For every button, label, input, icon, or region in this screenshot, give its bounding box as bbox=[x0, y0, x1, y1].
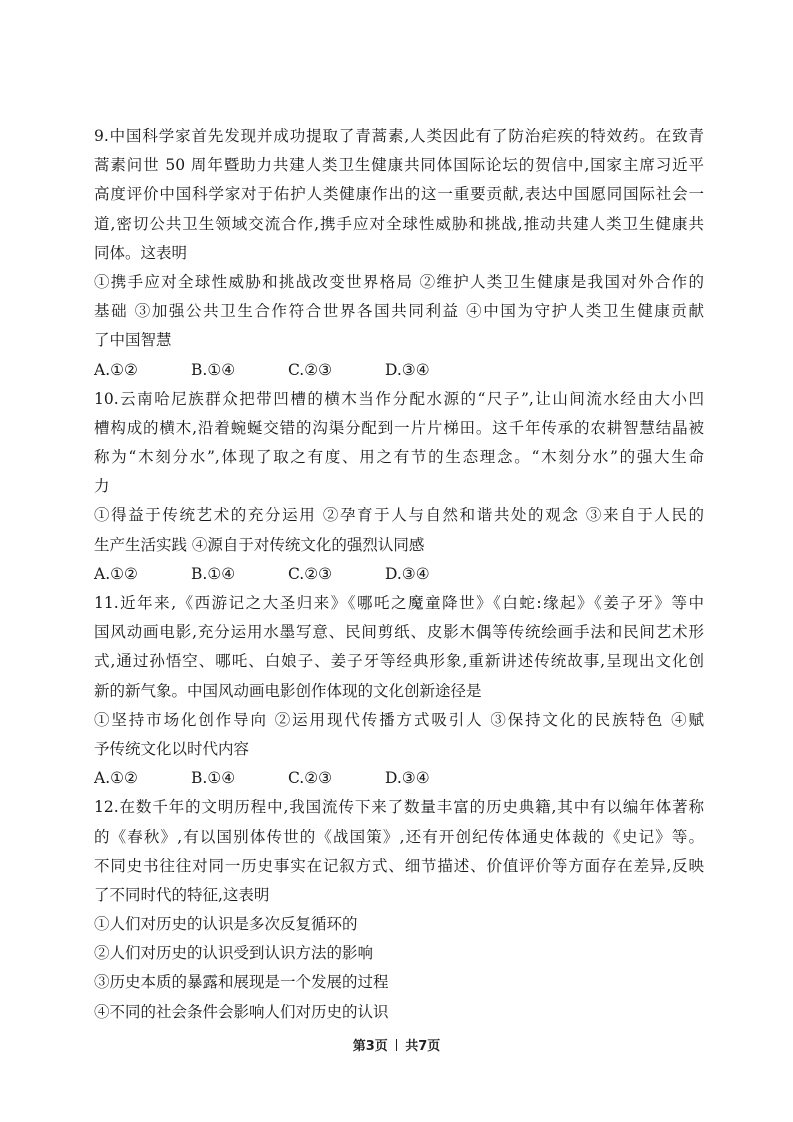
option-d[interactable]: D.③④ bbox=[385, 564, 430, 583]
option-a[interactable]: A.①② bbox=[94, 564, 138, 583]
question-12-statement: ②人们对历史的认识受到认识方法的影响 bbox=[94, 944, 374, 963]
question-9-line: 蒿素问世 50 周年暨助力共建人类卫生健康共同体国际论坛的贺信中,国家主席习近平 bbox=[94, 156, 704, 175]
option-c[interactable]: C.②③ bbox=[288, 360, 333, 379]
question-10-statement-line: 生产生活实践 ④源自于对传统文化的强烈认同感 bbox=[94, 535, 425, 554]
question-9-line: 9.中国科学家首先发现并成功提取了青蒿素,人类因此有了防治疟疾的特效药。在致青 bbox=[94, 127, 704, 145]
question-10 bbox=[94, 385, 704, 589]
page-footer bbox=[0, 1035, 793, 1054]
question-9-line: 高度评价中国科学家对于佑护人类健康作出的这一重要贡献,表达中国愿同国际社会一 bbox=[94, 185, 704, 204]
question-11-line: 式,通过孙悟空、哪吒、白娘子、姜子牙等经典形象,重新讲述传统故事,呈现出文化创 bbox=[94, 652, 704, 671]
question-9-line: 同体。这表明 bbox=[94, 243, 188, 262]
option-b[interactable]: B.①④ bbox=[191, 769, 236, 788]
question-10-line: 10.云南哈尼族群众把带凹槽的横木当作分配水源的“尺子”,让山间流水经由大小凹 bbox=[94, 389, 704, 408]
question-11-line: 国风动画电影,充分运用水墨写意、民间剪纸、皮影木偶等传统绘画手法和民间艺术形 bbox=[94, 623, 704, 642]
option-b[interactable]: B.①④ bbox=[191, 564, 236, 583]
option-a[interactable]: A.①② bbox=[94, 360, 138, 379]
question-12-statement: ①人们对历史的认识是多次反复循环的 bbox=[94, 915, 358, 934]
question-11-line: 新的新气象。中国风动画电影创作体现的文化创新途径是 bbox=[94, 681, 482, 700]
question-12-line: 的《春秋》,有以国别体传世的《战国策》,还有开创纪传体通史体裁的《史记》等。 bbox=[94, 827, 704, 846]
question-12-line: 了不同时代的特征,这表明 bbox=[94, 885, 270, 904]
question-9-statement-line: 了中国智慧 bbox=[94, 331, 172, 350]
page-number: 第3页 bbox=[352, 1039, 388, 1054]
question-9-statement-line: ①携手应对全球性威胁和挑战改变世界格局 ②维护人类卫生健康是我国对外合作的 bbox=[94, 272, 704, 291]
question-11-line: 11.近年来,《西游记之大圣归来》《哪吒之魔童降世》《白蛇:缘起》《姜子牙》等中 bbox=[94, 594, 704, 612]
question-12 bbox=[94, 793, 704, 1027]
option-a[interactable]: A.①② bbox=[94, 769, 138, 788]
option-d[interactable]: D.③④ bbox=[385, 360, 430, 379]
page-total: 共7页 bbox=[405, 1039, 441, 1054]
option-c[interactable]: C.②③ bbox=[288, 564, 333, 583]
question-10-statement-line: ①得益于传统艺术的充分运用 ②孕育于人与自然和谐共处的观念 ③来自于人民的 bbox=[94, 506, 704, 525]
option-c[interactable]: C.②③ bbox=[288, 769, 333, 788]
question-10-options bbox=[94, 560, 704, 589]
question-11-options bbox=[94, 764, 704, 793]
question-11 bbox=[94, 589, 704, 793]
question-12-statement: ③历史本质的暴露和展现是一个发展的过程 bbox=[94, 973, 389, 992]
option-b[interactable]: B.①④ bbox=[191, 360, 236, 379]
question-10-line: 称为“木刻分水”,体现了取之有度、用之有节的生态理念。“木刻分水”的强大生命 bbox=[94, 448, 704, 467]
question-12-statement: ④不同的社会条件会影响人们对历史的认识 bbox=[94, 1002, 389, 1021]
page-content bbox=[94, 122, 704, 1027]
question-12-line: 不同史书往往对同一历史事实在记叙方式、细节描述、价值评价等方面存在差异,反映 bbox=[94, 856, 704, 875]
question-9-line: 道,密切公共卫生领域交流合作,携手应对全球性威胁和挑战,推动共建人类卫生健康共 bbox=[94, 214, 704, 233]
question-12-line: 12.在数千年的文明历程中,我国流传下来了数量丰富的历史典籍,其中有以编年体著称 bbox=[94, 798, 704, 817]
question-9 bbox=[94, 122, 704, 385]
question-11-statement-line: 予传统文化以时代内容 bbox=[94, 739, 250, 758]
footer-divider bbox=[396, 1039, 398, 1051]
question-10-line: 力 bbox=[94, 477, 110, 496]
question-10-line: 槽构成的横木,沿着蜿蜒交错的沟渠分配到一片片梯田。这千年传承的农耕智慧结晶被 bbox=[94, 418, 704, 437]
question-9-options bbox=[94, 356, 704, 385]
question-11-statement-line: ①坚持市场化创作导向 ②运用现代传播方式吸引人 ③保持文化的民族特色 ④赋 bbox=[94, 710, 704, 729]
question-9-statement-line: 基础 ③加强公共卫生合作符合世界各国共同利益 ④中国为守护人类卫生健康贡献 bbox=[94, 302, 704, 321]
option-d[interactable]: D.③④ bbox=[385, 769, 430, 788]
